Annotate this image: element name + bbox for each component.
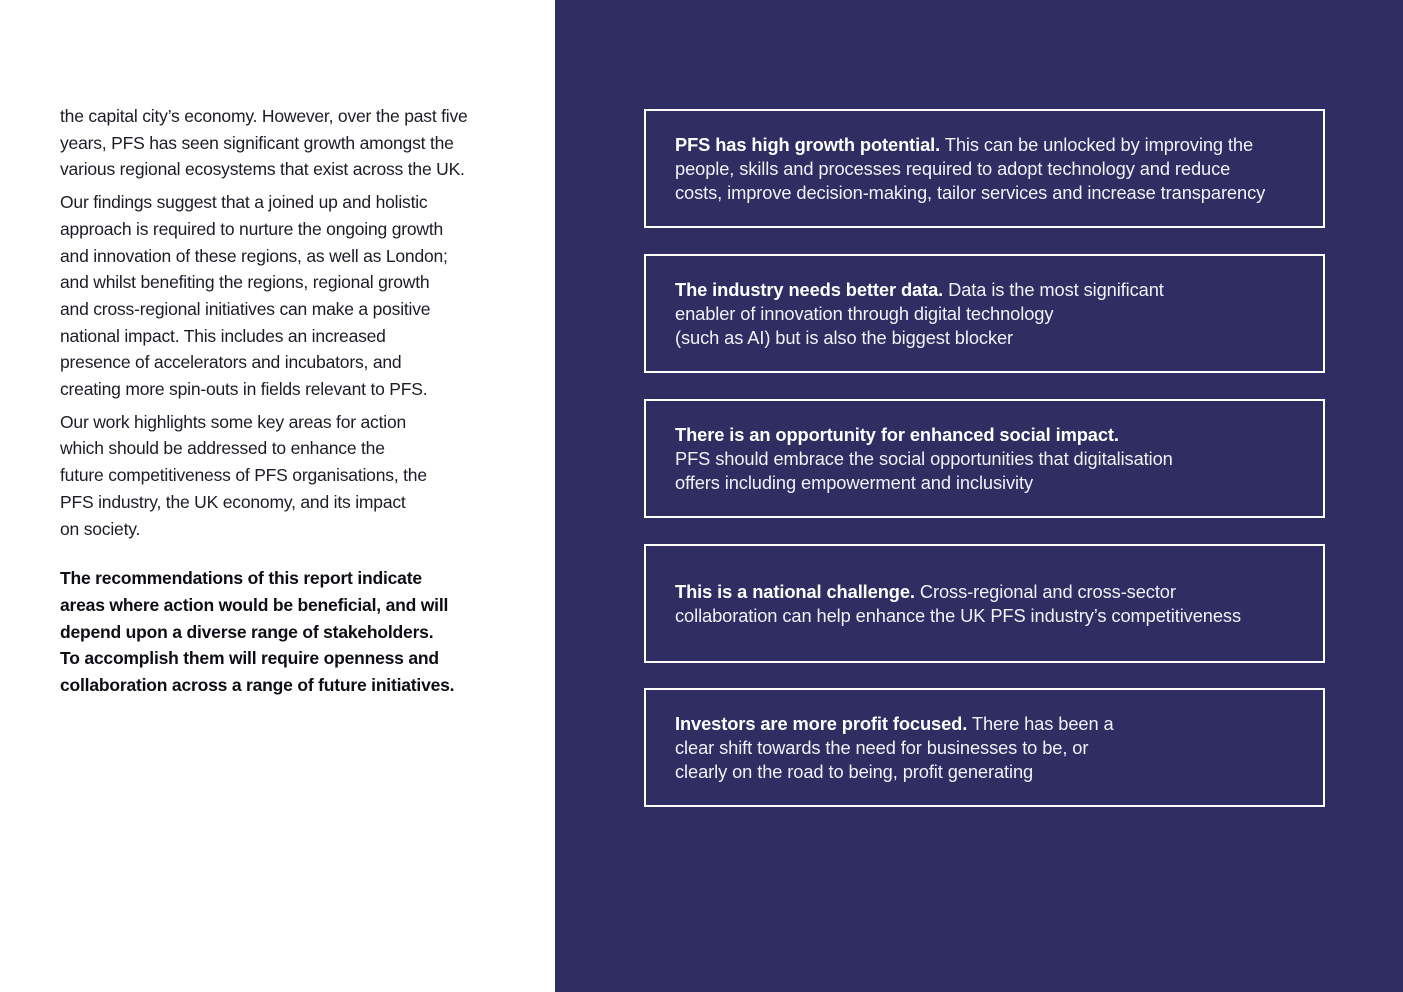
finding-text [646,423,1173,495]
finding-body: (such as AI) but is also the biggest blocker [675,326,1014,348]
finding-line [675,712,1114,736]
text-line: approach is required to nurture the ongoing growth [60,218,444,239]
finding-text [646,133,1265,205]
text-line: Our work highlights some key areas for action [60,411,407,432]
finding-line [675,447,1173,471]
finding-body: collaboration can help enhance the UK PFS industry’s competitiveness [675,604,1241,626]
finding-headline: This is a national challenge. [675,580,915,602]
finding-body: This can be unlocked by improving the [940,133,1254,155]
text-line: depend upon a diverse range of stakeholders. [60,621,434,642]
finding-headline: The industry needs better data. [675,278,944,300]
paragraph-key-areas [60,409,510,543]
finding-body: Data is the most significant [943,278,1164,300]
finding-line [675,604,1241,628]
finding-body: There has been a [967,712,1114,734]
text-line: collaboration across a range of future initiatives. [60,675,455,696]
finding-line [675,157,1265,181]
text-line: presence of accelerators and incubators, and [60,352,402,373]
text-line: areas where action would be beneficial, and will [60,594,449,615]
finding-line [675,181,1265,205]
body-text [60,103,510,705]
finding-body: Cross-regional and cross-sector [914,580,1176,602]
finding-line [675,278,1164,302]
finding-text [646,712,1114,784]
finding-line [675,760,1114,784]
text-line: and innovation of these regions, as well as London; [60,245,448,266]
text-line: The recommendations of this report indicate [60,568,422,589]
finding-box-growth-potential [644,109,1325,228]
finding-line [675,471,1173,495]
finding-body: PFS should embrace the social opportunities that digitalisation [675,447,1173,469]
finding-line [675,302,1164,326]
finding-box-profit-focused [644,688,1325,807]
text-line: PFS industry, the UK economy, and its impact [60,491,406,512]
finding-line [675,133,1265,157]
key-findings-panel [555,0,1403,992]
recommendations-statement [60,565,510,699]
text-line: creating more spin-outs in fields relevant to PFS. [60,379,428,400]
finding-box-better-data [644,254,1325,373]
text-line: various regional ecosystems that exist across the UK. [60,159,465,180]
finding-body: enabler of innovation through digital technology [675,302,1054,324]
finding-headline: Investors are more profit focused. [675,712,968,734]
finding-body: costs, improve decision-making, tailor services and increase transparency [675,181,1266,203]
text-line: To accomplish them will require openness and [60,648,439,669]
left-column [0,0,555,992]
paragraph-findings [60,189,510,403]
finding-body: clear shift towards the need for businesses to be, or [675,736,1089,758]
finding-body: offers including empowerment and inclusivity [675,471,1034,493]
text-line: national impact. This includes an increased [60,325,386,346]
text-line: Our findings suggest that a joined up and holistic [60,192,428,213]
finding-box-national-challenge [644,544,1325,663]
finding-line [675,423,1173,447]
text-line: years, PFS has seen significant growth amongst the [60,132,454,153]
paragraph-intro [60,103,510,183]
text-line: and cross-regional initiatives can make a positive [60,298,431,319]
text-line: and whilst benefiting the regions, regional growth [60,272,430,293]
finding-text [646,580,1241,628]
text-line: the capital city’s economy. However, over the past five [60,106,468,126]
finding-line [675,326,1164,350]
finding-headline: There is an opportunity for enhanced social impact. [675,423,1119,445]
finding-text [646,278,1164,350]
text-line: future competitiveness of PFS organisations, the [60,465,427,486]
finding-headline: PFS has high growth potential. [675,133,941,155]
finding-body: people, skills and processes required to adopt technology and reduce [675,157,1231,179]
text-line: which should be addressed to enhance the [60,438,385,459]
finding-line [675,736,1114,760]
finding-line [675,580,1241,604]
finding-body: clearly on the road to being, profit generating [675,760,1034,782]
finding-box-social-impact [644,399,1325,518]
text-line: on society. [60,518,141,539]
